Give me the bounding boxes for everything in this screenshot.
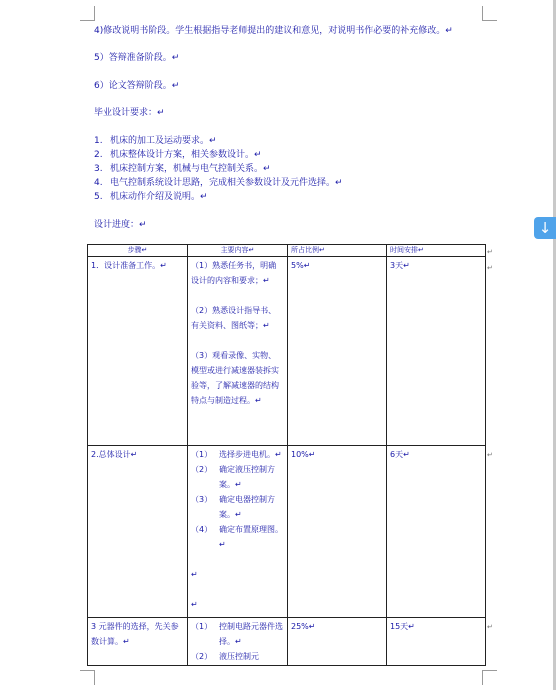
- page-corner-mark: [482, 6, 497, 21]
- content-paragraph: （2）熟悉设计指导书、有关资料、图纸等；↵: [191, 306, 277, 330]
- stage-4-paragraph: 4)修改说明书阶段。学生根据指导老师提出的建议和意见，对说明书作必要的补充修改。↵: [94, 26, 453, 36]
- row-end-mark: ↵: [487, 451, 493, 459]
- ratio-cell: 5%↵: [288, 257, 387, 446]
- header-content: 主要内容↵: [188, 245, 288, 257]
- requirement-item: 3. 机床控制方案，机械与电气控制关系。↵: [94, 164, 271, 174]
- table-row: [88, 257, 486, 446]
- content-list-item: （3） 确定电器控制方案。↵: [191, 495, 275, 519]
- progress-heading: 设计进度：↵: [94, 220, 147, 230]
- row-end-mark: ↵: [487, 264, 493, 272]
- content-cell: [188, 446, 288, 618]
- header-time: 时间安排↵: [387, 245, 486, 257]
- ratio-cell: 10%↵: [288, 446, 387, 618]
- page-corner-mark: [482, 670, 497, 685]
- step-cell: 1．设计准备工作。↵: [88, 257, 188, 446]
- ratio-cell: 25%↵: [288, 618, 387, 666]
- page-corner-mark: [80, 670, 95, 685]
- empty-paragraph-mark: ↵: [191, 600, 198, 609]
- table-row: [88, 446, 486, 618]
- stage-6-paragraph: 6）论文答辩阶段。↵: [94, 81, 180, 91]
- table-header-row: [88, 245, 486, 257]
- requirement-item: 1. 机床的加工及运动要求。↵: [94, 136, 217, 146]
- page-corner-mark: [80, 6, 95, 21]
- row-end-mark: ↵: [487, 623, 493, 631]
- requirements-heading: 毕业设计要求：↵: [94, 108, 165, 118]
- progress-table: [87, 244, 486, 666]
- content-cell: [188, 618, 288, 666]
- content-paragraph: （1）熟悉任务书，明确设计的内容和要求；↵: [191, 261, 277, 285]
- table-row: [88, 618, 486, 666]
- content-list-item: （2） 液压控制元: [191, 652, 259, 661]
- time-cell: 3天↵: [387, 257, 486, 446]
- content-paragraph: （3）观看录像、实物、模型或进行减速器装拆实验等，了解减速器的结构特点与制造过程。↵: [191, 351, 279, 405]
- requirement-item: 4. 电气控制系统设计思路，完成相关参数设计及元件选择。↵: [94, 178, 343, 188]
- time-cell: 6天↵: [387, 446, 486, 618]
- content-list-item: （1） 选择步进电机。↵: [191, 450, 282, 459]
- scroll-down-icon[interactable]: ↓: [534, 217, 556, 239]
- content-list-item: （2） 确定液压控制方案。↵: [191, 465, 275, 489]
- time-cell: 15天↵: [387, 618, 486, 666]
- content-cell: [188, 257, 288, 446]
- row-end-mark: ↵: [487, 248, 493, 256]
- stage-5-paragraph: 5）答辩准备阶段。↵: [94, 53, 180, 63]
- empty-paragraph-mark: ↵: [191, 570, 198, 579]
- header-ratio: 所占比例↵: [288, 245, 387, 257]
- content-list-item: （1） 控制电路元器件选择。↵: [191, 622, 283, 646]
- step-cell: 2.总体设计↵: [88, 446, 188, 618]
- requirement-item: 5. 机床动作介绍及说明。↵: [94, 192, 208, 202]
- content-list-item: （4） 确定布置原理图。↵: [191, 525, 283, 549]
- step-cell: 3 元器件的选择，先关参数计算。↵: [88, 618, 188, 666]
- requirement-item: 2. 机床整体设计方案，相关参数设计。↵: [94, 150, 262, 160]
- header-step: 步骤↵: [88, 245, 188, 257]
